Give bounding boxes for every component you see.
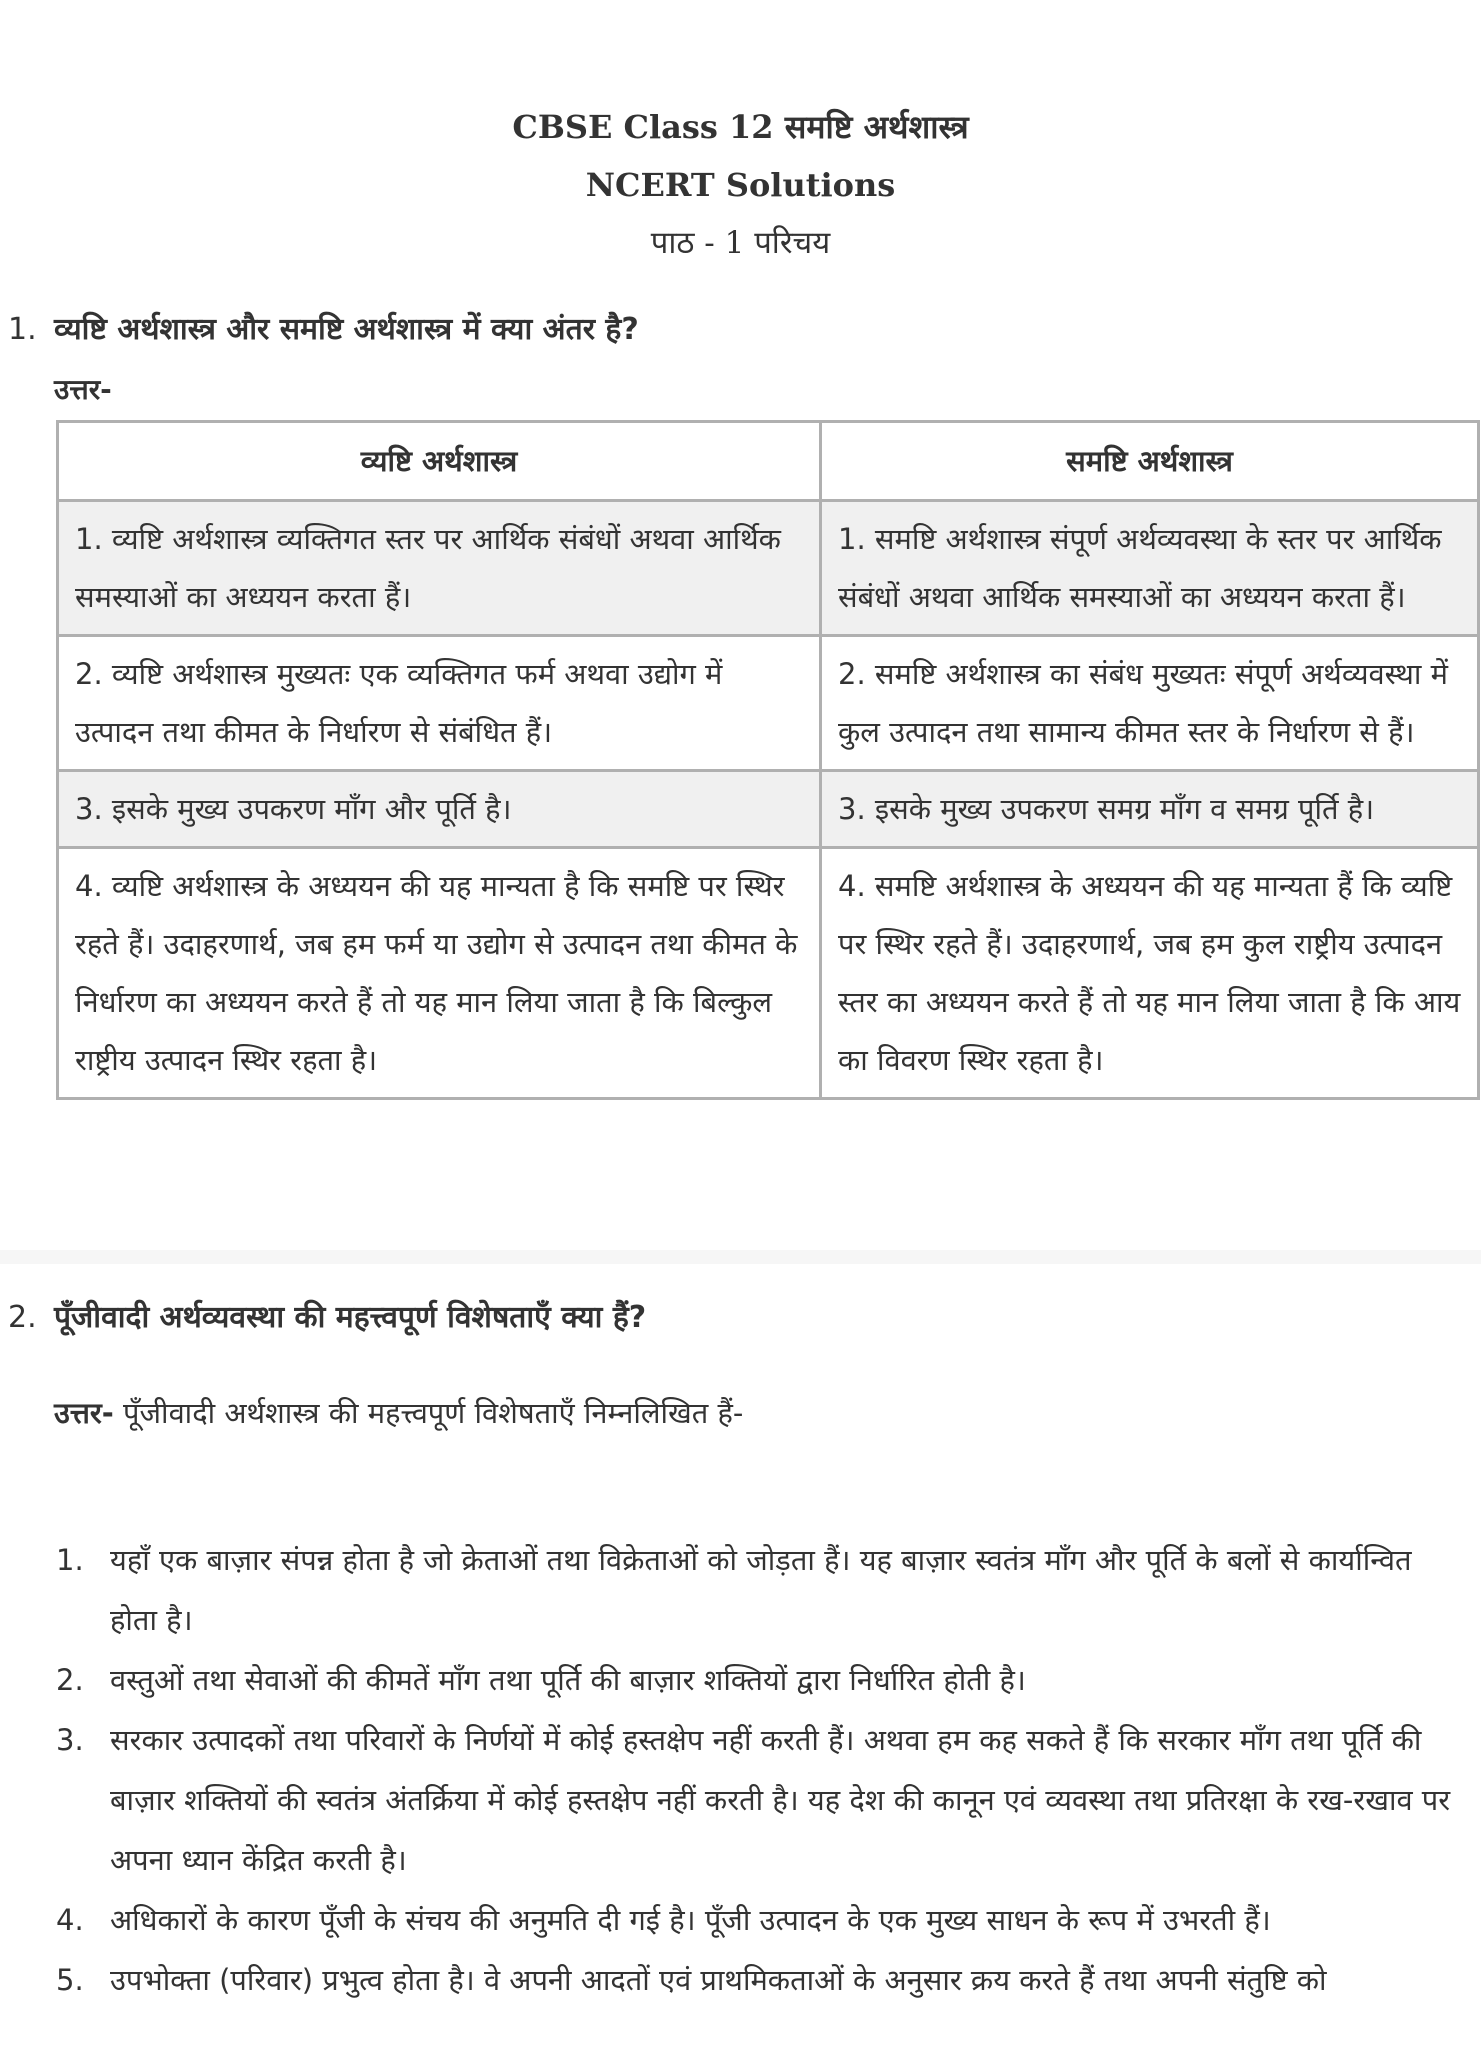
header-subtitle: NCERT Solutions [585, 166, 896, 204]
list-item-text: उपभोक्ता (परिवार) प्रभुत्व होता है। वे अपनी आदतों एवं प्राथमिकताओं के अनुसार क्रय करते हैं तथा अपनी संतुष्टि को [110, 1963, 1327, 1997]
list-item-number: 3. [56, 1723, 84, 1757]
section-divider [0, 1250, 1481, 1264]
table-cell: 1. समष्टि अर्थशास्त्र संपूर्ण अर्थव्यवस्था के स्तर पर आर्थिक संबंधों अथवा आर्थिक समस्याओं का अध्ययन करता हैं। [821, 501, 1479, 636]
features-list [56, 1530, 1456, 2010]
list-item-text: वस्तुओं तथा सेवाओं की कीमतें माँग तथा पूर्ति की बाज़ार शक्तियों द्वारा निर्धारित होती है। [110, 1663, 1026, 1697]
answer-2-text: पूँजीवादी अर्थशास्त्र की महत्त्वपूर्ण विशेषताएँ निम्नलिखित हैं- [113, 1396, 744, 1430]
question-1-text: व्यष्टि अर्थशास्त्र और समष्टि अर्थशास्त्र में क्या अंतर है? [54, 312, 639, 347]
answer-2-intro [54, 1390, 743, 1436]
list-item-text: यहाँ एक बाज़ार संपन्न होता है जो क्रेताओं तथा विक्रेताओं को जोड़ता हैं। यह बाज़ार स्वतंत्र माँग और पूर्ति के बलों से कार्यान्वित होता है। [110, 1543, 1412, 1637]
answer-2-label: उत्तर- [54, 1396, 114, 1430]
table-row [58, 848, 1479, 1099]
list-item-number: 1. [56, 1543, 84, 1577]
table-cell: 3. इसके मुख्य उपकरण समग्र माँग व समग्र पूर्ति है। [821, 771, 1479, 848]
comparison-table [56, 420, 1480, 1100]
question-1 [8, 308, 639, 352]
list-item [56, 1950, 1456, 2010]
table-header-micro: व्यष्टि अर्थशास्त्र [58, 422, 821, 501]
table-row [58, 636, 1479, 771]
page-header [0, 98, 1481, 272]
question-2 [8, 1295, 646, 1341]
table-header-macro: समष्टि अर्थशास्त्र [821, 422, 1479, 501]
table-cell: 1. व्यष्टि अर्थशास्त्र व्यक्तिगत स्तर पर आर्थिक संबंधों अथवा आर्थिक समस्याओं का अध्ययन करता हैं। [58, 501, 821, 636]
table-header-row [58, 422, 1479, 501]
header-title: CBSE Class 12 समष्टि अर्थशास्त्र [512, 108, 969, 146]
table-row [58, 771, 1479, 848]
list-item-number: 2. [56, 1663, 84, 1697]
table-row [58, 501, 1479, 636]
table-cell: 4. व्यष्टि अर्थशास्त्र के अध्ययन की यह मान्यता है कि समष्टि पर स्थिर रहते हैं। उदाहरणार्थ, जब हम फर्म या उद्योग से उत्पादन तथा कीमत के निर्धारण का अध्ययन करते हैं तो यह मान लिया जाता है कि बिल्कुल राष्ट्रीय उत्पादन स्थिर रहता है। [58, 848, 821, 1099]
list-item-number: 4. [56, 1903, 84, 1937]
list-item-number: 5. [56, 1963, 84, 1997]
question-2-number: 2. [8, 1300, 37, 1335]
list-item [56, 1530, 1456, 1650]
question-2-text: पूँजीवादी अर्थव्यवस्था की महत्त्वपूर्ण विशेषताएँ क्या हैं? [54, 1300, 647, 1335]
list-item-text: अधिकारों के कारण पूँजी के संचय की अनुमति दी गई है। पूँजी उत्पादन के एक मुख्य साधन के रूप में उभरती हैं। [110, 1903, 1271, 1937]
table-cell: 2. समष्टि अर्थशास्त्र का संबंध मुख्यतः संपूर्ण अर्थव्यवस्था में कुल उत्पादन तथा सामान्य कीमत स्तर के निर्धारण से हैं। [821, 636, 1479, 771]
question-1-number: 1. [8, 312, 37, 347]
list-item [56, 1710, 1456, 1890]
table-cell: 3. इसके मुख्य उपकरण माँग और पूर्ति है। [58, 771, 821, 848]
table-cell: 4. समष्टि अर्थशास्त्र के अध्ययन की यह मान्यता हैं कि व्यष्टि पर स्थिर रहते हैं। उदाहरणार्थ, जब हम कुल राष्ट्रीय उत्पादन स्तर का अध्ययन करते हैं तो यह मान लिया जाता है कि आय का विवरण स्थिर रहता है। [821, 848, 1479, 1099]
table-cell: 2. व्यष्टि अर्थशास्त्र मुख्यतः एक व्यक्तिगत फर्म अथवा उद्योग में उत्पादन तथा कीमत के निर्धारण से संबंधित हैं। [58, 636, 821, 771]
answer-1-label: उत्तर- [54, 373, 112, 406]
header-chapter: पाठ - 1 परिचय [650, 225, 831, 261]
list-item [56, 1890, 1456, 1950]
list-item [56, 1650, 1456, 1710]
list-item-text: सरकार उत्पादकों तथा परिवारों के निर्णयों में कोई हस्तक्षेप नहीं करती हैं। अथवा हम कह सकते हैं कि सरकार माँग तथा पूर्ति की बाज़ार शक्तियों की स्वतंत्र अंतर्क्रिया में कोई हस्तक्षेप नहीं करती है। यह देश की कानून एवं व्यवस्था तथा प्रतिरक्षा के रख-रखाव पर अपना ध्यान केंद्रित करती है। [110, 1723, 1451, 1877]
